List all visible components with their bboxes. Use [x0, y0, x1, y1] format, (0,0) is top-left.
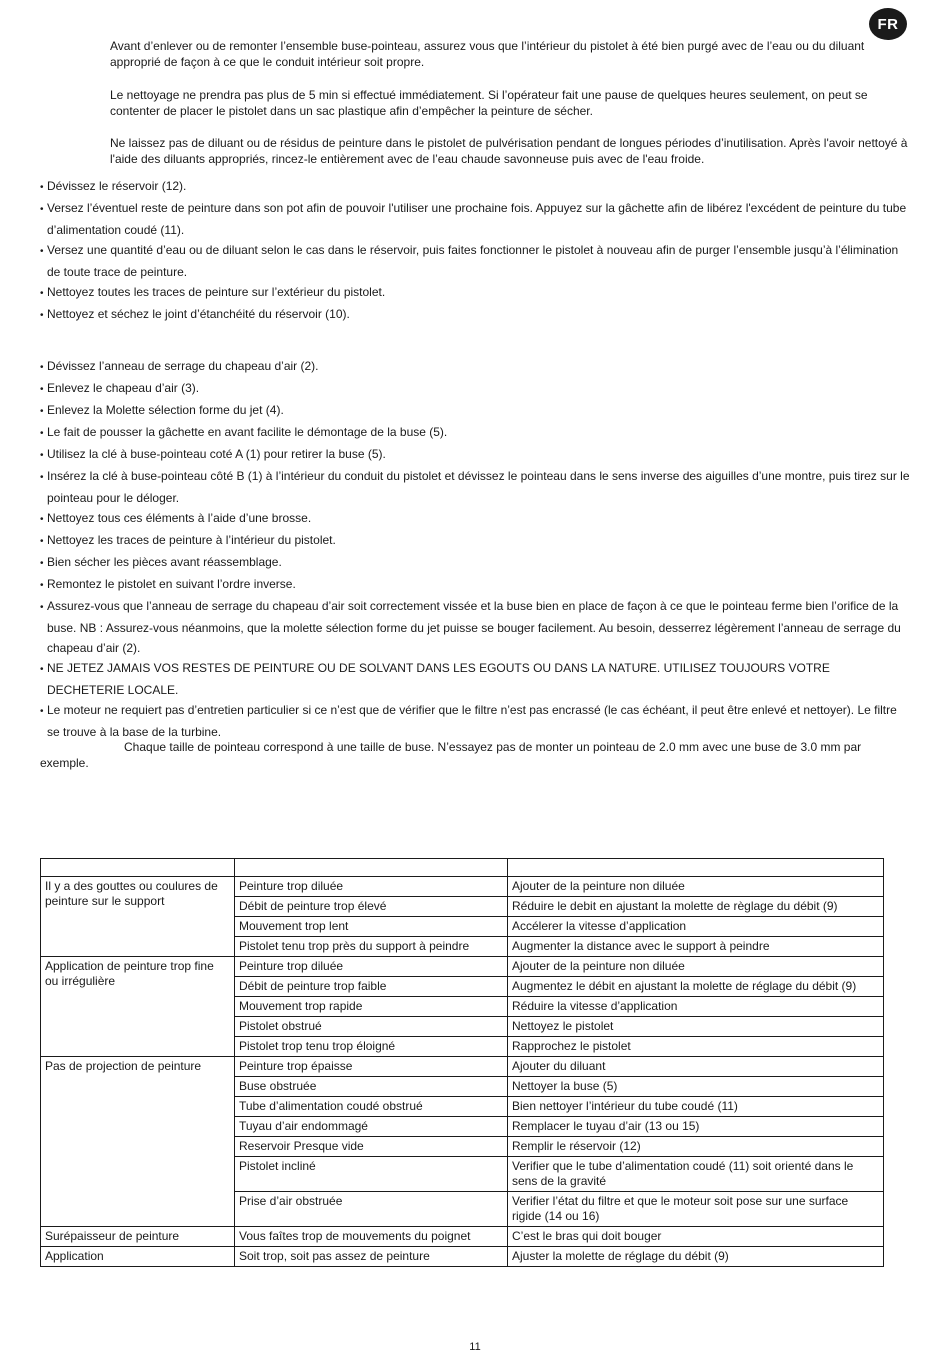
cause-cell: Prise d’air obstruée: [235, 1192, 508, 1227]
cause-cell: Tube d’alimentation coudé obstrué: [235, 1097, 508, 1117]
header-cell-problem: [41, 859, 235, 877]
solution-cell: Nettoyez le pistolet: [508, 1017, 884, 1037]
table-row: [41, 1247, 884, 1267]
list-item: • Le moteur ne requiert pas d’entretien particulier si ce n’est que de vérifier que le filtre n’est pas encrassé (le cas échéant, il peut être enlevé et nettoyer). Le filtre se trouve à la base de la turbine.: [40, 700, 910, 742]
cause-cell: Tuyau d’air endommagé: [235, 1117, 508, 1137]
solution-cell: Rapprochez le pistolet: [508, 1037, 884, 1057]
page-number: 11: [469, 1341, 481, 1353]
solution-cell: Ajouter du diluant: [508, 1057, 884, 1077]
disassembly-steps-list: [40, 356, 910, 742]
solution-cell: Remplacer le tuyau d’air (13 ou 15): [508, 1117, 884, 1137]
solution-cell: Bien nettoyer l’intérieur du tube coudé (11): [508, 1097, 884, 1117]
troubleshooting-table: [40, 858, 884, 1267]
cause-cell: Pistolet incliné: [235, 1157, 508, 1192]
header-cell-solution: [508, 859, 884, 877]
cause-cell: Peinture trop épaisse: [235, 1057, 508, 1077]
cause-cell: Buse obstruée: [235, 1077, 508, 1097]
list-item: • Versez l’éventuel reste de peinture dans son pot afin de pouvoir l'utiliser une prochaine fois. Appuyez sur la gâchette afin de libérez l'excédent de peinture du tube d’alimentation coudé (11).: [40, 198, 910, 240]
list-item: • Remontez le pistolet en suivant l’ordre inverse.: [40, 574, 910, 596]
list-item: • Nettoyez et séchez le joint d’étanchéité du réservoir (10).: [40, 304, 910, 326]
cause-cell: Pistolet obstrué: [235, 1017, 508, 1037]
header-cell-cause: [235, 859, 508, 877]
needle-nozzle-note: Chaque taille de pointeau correspond à une taille de buse. N’essayez pas de monter un pointeau de 2.0 mm avec une buse de 3.0 mm par exemple.: [40, 740, 862, 770]
list-item: • Enlevez le chapeau d’air (3).: [40, 378, 910, 400]
table-row: [41, 1057, 884, 1077]
cause-cell: Pistolet tenu trop près du support à peindre: [235, 937, 508, 957]
list-item: • Nettoyez toutes les traces de peinture sur l’extérieur du pistolet.: [40, 282, 910, 304]
problem-cell: Surépaisseur de peinture: [41, 1227, 235, 1247]
solution-cell: Augmenter la distance avec le support à peindre: [508, 937, 884, 957]
cause-cell: Mouvement trop rapide: [235, 997, 508, 1017]
list-item: • Insérez la clé à buse-pointeau côté B (1) à l’intérieur du conduit du pistolet et dévissez le pointeau dans le sens inverse des aiguilles d’une montre, puis tirez sur le pointeau pour le déloger.: [40, 466, 910, 508]
cause-cell: Mouvement trop lent: [235, 917, 508, 937]
list-item: • Versez une quantité d’eau ou de diluant selon le cas dans le réservoir, puis faites fonctionner le pistolet à nouveau afin de purger l’ensemble jusqu’à l’élimination de toute trace de peinture.: [40, 240, 910, 282]
problem-cell: Pas de projection de peinture: [41, 1057, 235, 1227]
list-item: • Bien sécher les pièces avant réassemblage.: [40, 552, 910, 574]
solution-cell: Remplir le réservoir (12): [508, 1137, 884, 1157]
problem-cell: Application de peinture trop fine ou irrégulière: [41, 957, 235, 1057]
solution-cell: Ajuster la molette de réglage du débit (9): [508, 1247, 884, 1267]
solution-cell: Ajouter de la peinture non diluée: [508, 957, 884, 977]
list-item: • Le fait de pousser la gâchette en avant facilite le démontage de la buse (5).: [40, 422, 910, 444]
paragraph-storage: Ne laissez pas de diluant ou de résidus de peinture dans le pistolet de pulvérisation pendant de longues périodes d’inutilisation. Après l'avoir nettoyé à l'aide des diluants appropriés, rincez-le entièrement avec de l’eau chaude savonneuse puis avec de l'eau froide.: [110, 136, 908, 166]
solution-cell: Augmentez le débit en ajustant la molette de réglage du débit (9): [508, 977, 884, 997]
cause-cell: Reservoir Presque vide: [235, 1137, 508, 1157]
cause-cell: Pistolet trop tenu trop éloigné: [235, 1037, 508, 1057]
cause-cell: Peinture trop diluée: [235, 877, 508, 897]
table-row: [41, 957, 884, 977]
paragraph-cleaning-time: Le nettoyage ne prendra pas plus de 5 min si effectué immédiatement. Si l’opérateur fait une pause de quelques heures seulement, on peut se contenter de placer le pistolet dans un sac plastique afin d’empêcher la peinture de sécher.: [110, 88, 868, 118]
cause-cell: Soit trop, soit pas assez de peinture: [235, 1247, 508, 1267]
problem-cell: Application: [41, 1247, 235, 1267]
list-item: • Dévissez l’anneau de serrage du chapeau d’air (2).: [40, 356, 910, 378]
list-item: • Enlevez la Molette sélection forme du jet (4).: [40, 400, 910, 422]
table-row: [41, 877, 884, 897]
cause-cell: Débit de peinture trop élevé: [235, 897, 508, 917]
solution-cell: Verifier que le tube d’alimentation coudé (11) soit orienté dans le sens de la gravité: [508, 1157, 884, 1192]
table-row: [41, 1227, 884, 1247]
list-item: • NE JETEZ JAMAIS VOS RESTES DE PEINTURE OU DE SOLVANT DANS LES EGOUTS OU DANS LA NATURE. UTILISEZ TOUJOURS VOTRE DECHETERIE LOCALE.: [40, 658, 910, 700]
solution-cell: Réduire le debit en ajustant la molette de règlage du débit (9): [508, 897, 884, 917]
list-item: • Utilisez la clé à buse-pointeau coté A (1) pour retirer la buse (5).: [40, 444, 910, 466]
list-item: • Dévissez le réservoir (12).: [40, 176, 910, 198]
table-header-row: [41, 859, 884, 877]
solution-cell: Ajouter de la peinture non diluée: [508, 877, 884, 897]
cause-cell: Débit de peinture trop faible: [235, 977, 508, 997]
solution-cell: Nettoyer la buse (5): [508, 1077, 884, 1097]
problem-cell: Il y a des gouttes ou coulures de peinture sur le support: [41, 877, 235, 957]
cleaning-steps-list: [40, 176, 910, 326]
list-item: • Nettoyez tous ces éléments à l’aide d’une brosse.: [40, 508, 910, 530]
language-badge: FR: [869, 8, 907, 40]
solution-cell: C’est le bras qui doit bouger: [508, 1227, 884, 1247]
solution-cell: Accélerer la vitesse d’application: [508, 917, 884, 937]
cause-cell: Vous faîtes trop de mouvements du poignet: [235, 1227, 508, 1247]
cause-cell: Peinture trop diluée: [235, 957, 508, 977]
solution-cell: Verifier l’état du filtre et que le moteur soit pose sur une surface rigide (14 ou 16): [508, 1192, 884, 1227]
paragraph-purge: Avant d’enlever ou de remonter l’ensemble buse-pointeau, assurez vous que l’intérieur du pistolet à été bien purgé avec de l’eau ou du diluant approprié de façon à ce que le conduit intérieur soit propre.: [110, 39, 865, 69]
solution-cell: Réduire la vitesse d’application: [508, 997, 884, 1017]
list-item: • Assurez-vous que l’anneau de serrage du chapeau d’air soit correctement vissée et la buse bien en place de façon à ce que le pointeau ferme bien l’orifice de la buse. NB : Assurez-vous néanmoins, que la molette sélection forme du jet puisse se bouger facilement. Au besoin, desserrez légèrement l’anneau de serrage du chapeau d’air (2).: [40, 596, 910, 658]
list-item: • Nettoyez les traces de peinture à l’intérieur du pistolet.: [40, 530, 910, 552]
